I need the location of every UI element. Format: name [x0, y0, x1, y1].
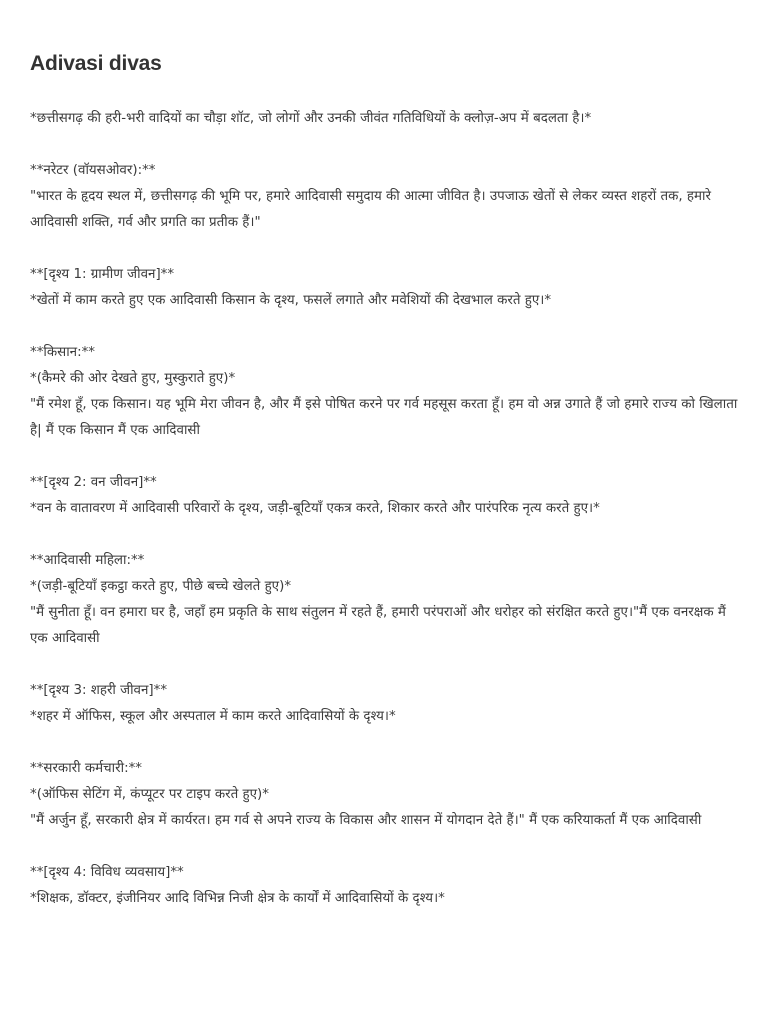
script-line: *(ऑफिस सेटिंग में, कंप्यूटर पर टाइप करते हुए)* [30, 787, 269, 802]
blank-line [30, 834, 742, 860]
blank-line [30, 314, 742, 340]
document-page [30, 50, 742, 912]
script-line: "मैं अर्जुन हूँ, सरकारी क्षेत्र में कार्यरत। हम गर्व से अपने राज्य के विकास और शासन में योगदान देते हैं।" मैं एक करियाकर्ता मैं एक आदिवासी [30, 813, 702, 828]
script-line: *शिक्षक, डॉक्टर, इंजीनियर आदि विभिन्न निजी क्षेत्र के कार्यों में आदिवासियों के दृश्य।* [30, 891, 445, 906]
script-line: "भारत के हृदय स्थल में, छत्तीसगढ़ की भूमि पर, हमारे आदिवासी समुदाय की आत्मा जीवित है। उपजाऊ खेतों से लेकर व्यस्त शहरों तक, हमारे आदिवासी शक्ति, गर्व और प्रगति का प्रतीक हैं।" [30, 189, 711, 230]
script-line: **[दृश्य 2: वन जीवन]** [30, 475, 157, 490]
script-line: "मैं रमेश हूँ, एक किसान। यह भूमि मेरा जीवन है, और मैं इसे पोषित करने पर गर्व महसूस करता हूँ। हम वो अन्न उगाते हैं जो हमारे राज्य को खिलाता है| मैं एक किसान मैं एक आदिवासी [30, 397, 738, 438]
script-line: *शहर में ऑफिस, स्कूल और अस्पताल में काम करते आदिवासियों के दृश्य।* [30, 709, 396, 724]
script-line: **सरकारी कर्मचारी:** [30, 761, 142, 776]
script-line: **[दृश्य 1: ग्रामीण जीवन]** [30, 267, 175, 282]
document-title: Adivasi divas [30, 52, 162, 75]
script-line: *(जड़ी-बूटियाँ इकट्ठा करते हुए, पीछे बच्चे खेलते हुए)* [30, 579, 292, 594]
script-line: "मैं सुनीता हूँ। वन हमारा घर है, जहाँ हम प्रकृति के साथ संतुलन में रहते हैं, हमारी परंपराओं और धरोहर को संरक्षित करते हुए।"मैं एक वनरक्षक मैं एक आदिवासी [30, 605, 726, 646]
script-line: *वन के वातावरण में आदिवासी परिवारों के दृश्य, जड़ी-बूटियाँ एकत्र करते, शिकार करते और पारंपरिक नृत्य करते हुए।* [30, 501, 600, 516]
blank-line [30, 132, 742, 158]
blank-line [30, 444, 742, 470]
script-line: **[दृश्य 4: विविध व्यवसाय]** [30, 865, 184, 880]
script-line: **[दृश्य 3: शहरी जीवन]** [30, 683, 168, 698]
script-line: **नरेटर (वॉयसओवर):** [30, 163, 156, 178]
script-line: **किसान:** [30, 345, 95, 360]
script-line: **आदिवासी महिला:** [30, 553, 145, 568]
blank-line [30, 730, 742, 756]
blank-line [30, 236, 742, 262]
blank-line [30, 652, 742, 678]
script-line: *खेतों में काम करते हुए एक आदिवासी किसान के दृश्य, फसलें लगाते और मवेशियों की देखभाल करते हुए।* [30, 293, 552, 308]
blank-line [30, 522, 742, 548]
script-line: *छत्तीसगढ़ की हरी-भरी वादियों का चौड़ा शॉट, जो लोगों और उनकी जीवंत गतिविधियों के क्लोज़-अप में बदलता है।* [30, 111, 592, 126]
document-body [30, 106, 742, 912]
script-line: *(कैमरे की ओर देखते हुए, मुस्कुराते हुए)* [30, 371, 236, 386]
